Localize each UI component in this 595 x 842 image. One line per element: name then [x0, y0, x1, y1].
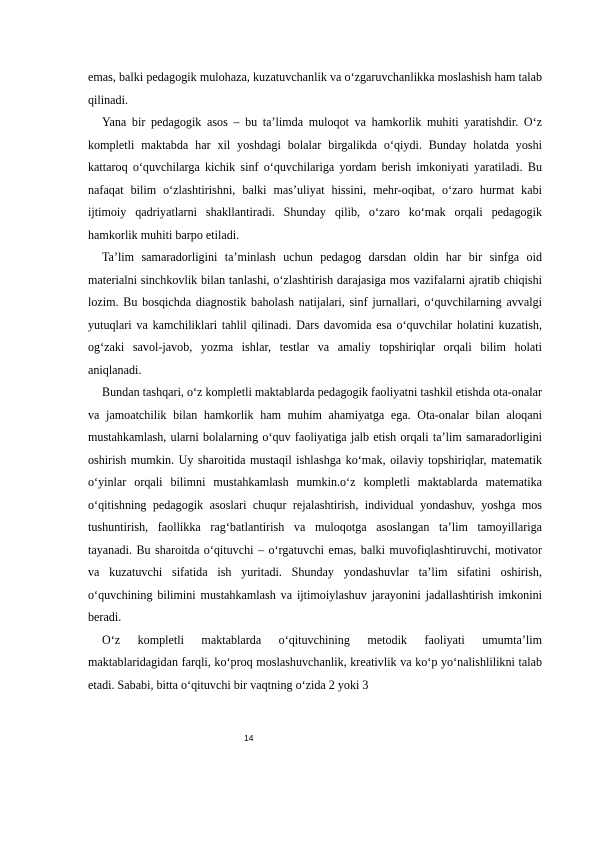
page-number: 14 — [244, 733, 254, 743]
paragraph-parent-cooperation: Bundan tashqari, o‘z kompletli maktablarda pedagogik faoliyatni tashkil etishda ota-onalar va jamoatchilik bilan hamkorlik ham muhim ahamiyatga ega. Ota-onalar bilan aloqani mustahkamlash, ularni bolalarning o‘quv faoliyatiga jalb etish orqali ta’lim samaradorligini oshirish mumkin. Uy sharoitida mustaqil ishlashga ko‘mak, oilaviy topshiriqlar, matematik o‘yinlar orqali bilimni mustahkamlash mumkin.o‘z kompletli maktablarda matematika o‘qitishning pedagogik asoslari chuqur rejalashtirish, individual yondashuv, yoshga mos tushuntirish, faollikka rag‘batlantirish va muloqotga asoslangan ta’lim tamoyillariga tayanadi. Bu sharoitda o‘qituvchi – o‘rgatuvchi emas, balki muvofiqlashtiruvchi, motivator va kuzatuvchi sifatida ish yuritadi. Shunday yondashuvlar ta’lim sifatini oshirish, o‘quvchining bilimini mustahkamlash va ijtimoiylashuv jarayonini jadallashtirish imkonini beradi. — [88, 385, 542, 624]
paragraph-teacher-methodology: O‘z kompletli maktablarda o‘qituvchining metodik faoliyati umumta’lim maktablaridagidan farqli, ko‘proq moslashuvchanlik, kreativlik va ko‘p yo‘nalishlilikni talab etadi. Sababi, bitta o‘qituvchi bir vaqtning o‘zida 2 yoki 3 — [88, 632, 542, 692]
document-body — [88, 66, 542, 696]
paragraph-communication-environment: Yana bir pedagogik asos – bu ta’limda muloqot va hamkorlik muhiti yaratishdir. O‘z kompletli maktabda har xil yoshdagi bolalar birgalikda o‘qiydi. Bunday holatda yoshi kattaroq o‘quvchilarga kichik sinf o‘quvchilariga yordam berish imkoniyati yaratiladi. Bu nafaqat bilim o‘zlashtirishni, balki mas’uliyat hissini, mehr-oqibat, o‘zaro hurmat kabi ijtimoiy qadriyatlarni shakllantiradi. Shunday qilib, o‘zaro ko‘mak orqali pedagogik hamkorlik muhiti barpo etiladi. — [88, 115, 542, 242]
paragraph-continuation: emas, balki pedagogik mulohaza, kuzatuvchanlik va o‘zgaruvchanlikka moslashish ham talab qilinadi. — [88, 70, 542, 107]
paragraph-lesson-efficiency: Ta’lim samaradorligini ta’minlash uchun pedagog darsdan oldin har bir sinfga oid materialni sinchkovlik bilan tanlashi, o‘zlashtirish darajasiga mos vazifalarni ajratib chiqishi lozim. Bu bosqichda diagnostik baholash natijalari, sinf jurnallari, o‘quvchilarning avvalgi yutuqlari va kamchiliklari tahlil qilinadi. Dars davomida esa o‘quvchilar holatini kuzatish, og‘zaki savol-javob, yozma ishlar, testlar va amaliy topshiriqlar orqali bilim holati aniqlanadi. — [88, 250, 542, 377]
